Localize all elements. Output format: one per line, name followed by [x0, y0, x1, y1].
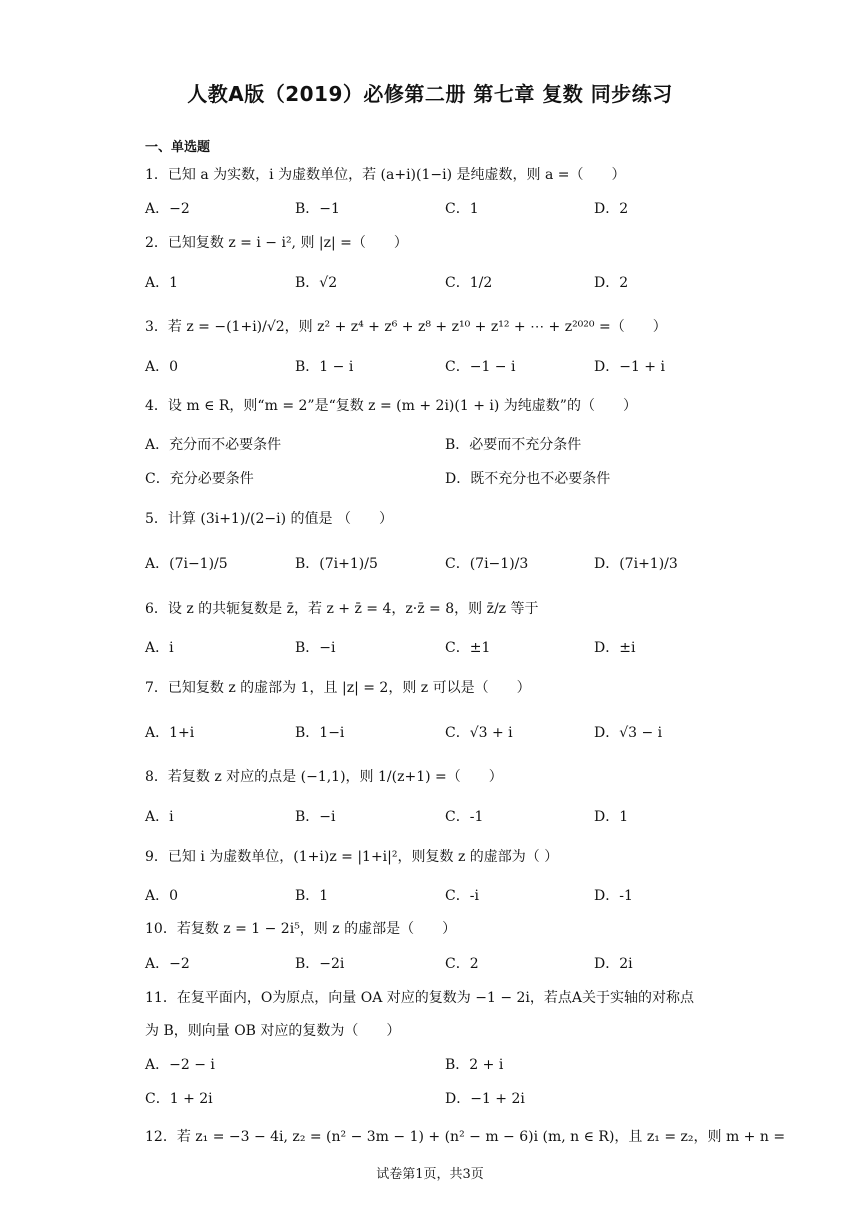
q5-option-c[interactable]: C．(7i−1)/3 [445, 556, 529, 572]
q10-option-b[interactable]: B．−2i [295, 956, 345, 972]
q1-option-d[interactable]: D．2 [594, 201, 629, 217]
page-title: 人教A版（2019）必修第二册 第七章 复数 同步练习 [187, 82, 673, 106]
q7-option-a[interactable]: A．1+i [145, 725, 195, 741]
q11-option-b[interactable]: B．2 + i [445, 1057, 504, 1073]
question-1: 1．已知 a 为实数，i 为虚数单位，若 (a+i)(1−i) 是纯虚数，则 a =（ ） [145, 167, 626, 183]
q9-option-d[interactable]: D．-1 [594, 888, 633, 904]
q9-option-c[interactable]: C．-i [445, 888, 479, 904]
q1-option-c[interactable]: C．1 [445, 201, 479, 217]
question-4: 4．设 m ∈ R，则“m = 2”是“复数 z = (m + 2i)(1 + i) 为纯虚数”的（ ） [145, 398, 637, 414]
question-5: 5．计算 (3i+1)/(2−i) 的值是 （ ） [145, 511, 393, 527]
question-12: 12．若 z₁ = −3 − 4i, z₂ = (n² − 3m − 1) + (n² − m − 6)i (m, n ∈ R)，且 z₁ = z₂，则 m + n = [145, 1129, 786, 1145]
q10-option-a[interactable]: A．−2 [145, 956, 190, 972]
q6-option-a[interactable]: A．i [145, 640, 174, 656]
q6-option-d[interactable]: D．±i [594, 640, 636, 656]
question-9: 9．已知 i 为虚数单位，(1+i)z = |1+i|²，则复数 z 的虚部为（ ） [145, 849, 559, 865]
q4-option-b[interactable]: B．必要而不充分条件 [445, 437, 582, 453]
q11-option-d[interactable]: D．−1 + 2i [445, 1091, 525, 1107]
q2-option-d[interactable]: D．2 [594, 275, 629, 291]
question-7: 7．已知复数 z 的虚部为 1，且 |z| = 2，则 z 可以是（ ） [145, 680, 531, 696]
page-footer: 试卷第1页，共3页 [376, 1167, 484, 1182]
q11-option-a[interactable]: A．−2 − i [145, 1057, 215, 1073]
q3-option-d[interactable]: D．−1 + i [594, 359, 665, 375]
q8-option-a[interactable]: A．i [145, 809, 174, 825]
q9-option-b[interactable]: B．1 [295, 888, 329, 904]
question-2: 2．已知复数 z = i − i², 则 |z| =（ ） [145, 235, 408, 251]
q7-option-d[interactable]: D．√3 − i [594, 725, 663, 741]
q4-option-d[interactable]: D．既不充分也不必要条件 [445, 471, 611, 487]
q8-option-b[interactable]: B．−i [295, 809, 336, 825]
q10-option-c[interactable]: C．2 [445, 956, 479, 972]
q5-option-a[interactable]: A．(7i−1)/5 [145, 556, 228, 572]
q9-option-a[interactable]: A．0 [145, 888, 179, 904]
q7-option-c[interactable]: C．√3 + i [445, 725, 513, 741]
question-8: 8．若复数 z 对应的点是 (−1,1)，则 1/(z+1) =（ ） [145, 769, 503, 785]
question-3: 3．若 z = −(1+i)/√2，则 z² + z⁴ + z⁶ + z⁸ + z¹⁰ + z¹² + ⋯ + z²⁰²⁰ =（ ） [145, 319, 667, 335]
q8-option-d[interactable]: D．1 [594, 809, 629, 825]
q6-option-c[interactable]: C．±1 [445, 640, 491, 656]
q1-option-a[interactable]: A．−2 [145, 201, 190, 217]
q10-option-d[interactable]: D．2i [594, 956, 633, 972]
section-heading: 一、单选题 [145, 140, 211, 155]
q3-option-a[interactable]: A．0 [145, 359, 179, 375]
q5-option-b[interactable]: B．(7i+1)/5 [295, 556, 378, 572]
q1-option-b[interactable]: B．−1 [295, 201, 340, 217]
q4-option-c[interactable]: C．充分必要条件 [145, 471, 254, 487]
question-10: 10．若复数 z = 1 − 2i⁵，则 z 的虚部是（ ） [145, 921, 457, 937]
q5-option-d[interactable]: D．(7i+1)/3 [594, 556, 678, 572]
q3-option-c[interactable]: C．−1 − i [445, 359, 516, 375]
q8-option-c[interactable]: C．-1 [445, 809, 484, 825]
q3-option-b[interactable]: B．1 − i [295, 359, 354, 375]
question-11: 11．在复平面内，O为原点，向量 OA 对应的复数为 −1 − 2i，若点A关于实轴的对称点 [145, 990, 694, 1006]
q11-option-c[interactable]: C．1 + 2i [145, 1091, 213, 1107]
q2-option-a[interactable]: A．1 [145, 275, 179, 291]
question-6: 6．设 z 的共轭复数是 z̄，若 z + z̄ = 4，z·z̄ = 8，则 z̄/z 等于 [145, 601, 539, 617]
q2-option-c[interactable]: C．1/2 [445, 275, 493, 291]
q2-option-b[interactable]: B．√2 [295, 275, 338, 291]
q6-option-b[interactable]: B．−i [295, 640, 336, 656]
q7-option-b[interactable]: B．1−i [295, 725, 345, 741]
q4-option-a[interactable]: A．充分而不必要条件 [145, 437, 282, 453]
question-11-cont: 为 B，则向量 OB 对应的复数为（ ） [145, 1023, 401, 1039]
